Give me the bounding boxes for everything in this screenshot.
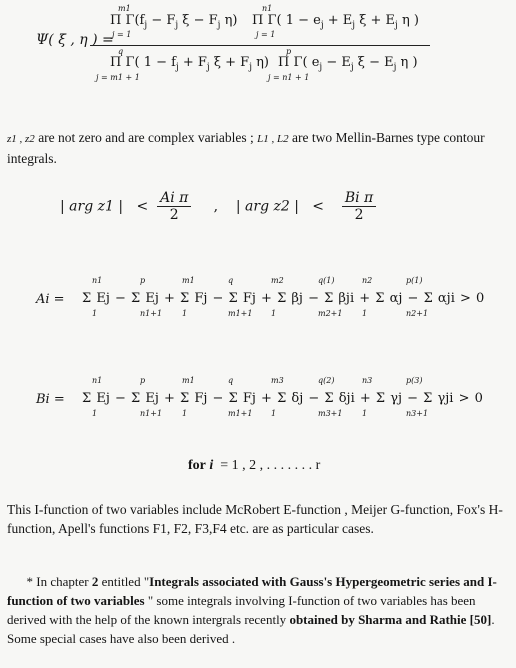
index-jn: j = n1 + 1 [268,73,310,82]
comma: , [213,198,219,215]
arg-z1: | arg z1 | [60,198,124,215]
sum-upper-limit: m1 [182,376,195,385]
for-line: for i = 1 , 2 , . . . . . . . r [188,458,321,473]
psi-lhs: Ψ( ξ , η ) = [36,32,114,48]
paragraph-special-cases: This I-function of two variables include McRobert E-function , Meijer G-function, Fox's H-function, Apell's functions F1, F2, F3,F4 etc. are as particular cases. [7,502,503,536]
index-j1-right: j = 1 [256,30,276,39]
index-n1: n1 [262,4,273,13]
sum-lower-limit: 1 [362,409,368,418]
less-than-2: < [312,198,325,215]
index-q: q [118,47,124,56]
sum-lower-limit: m1+1 [228,409,253,418]
paragraph-chapter-summary: * In chapter 2 entitled "Integrals associated with Gauss's Hypergeometric series and I-function of two variables " some integrals involving I-function of two variables has been derived with the help of the known intergrals recently obtained by Sharma and Rathie [50]. Some special cases have also been derived . [7,574,497,646]
z-variables: z1 , z2 [7,133,35,145]
fraction-b: $\frac{\text{Bi π}}{2}$ [342,190,376,223]
sum-lower-limit: 1 [92,309,98,318]
a-lhs: Ai = [36,292,65,307]
sum-upper-limit: p [140,376,146,385]
index-jm: j = m1 + 1 [96,73,140,82]
numerator-left: Π $\Gamma(f_j - F_j$ $\xi - F_j$ η) [110,13,238,31]
a-body: Σ Ej − Σ Ej + Σ Fj − Σ Fj + Σ βj − Σ βji + Σ αj − Σ αji > 0 [82,291,485,306]
index-m1: m1 [118,4,131,13]
sum-lower-limit: n1+1 [140,409,163,418]
sum-lower-limit: 1 [271,409,277,418]
sum-lower-limit: 1 [92,409,98,418]
sum-upper-limit: m1 [182,276,195,285]
sum-upper-limit: n3 [362,376,373,385]
sum-lower-limit: 1 [182,409,188,418]
sum-upper-limit: n2 [362,276,373,285]
sum-upper-limit: p(3) [406,376,423,385]
sum-upper-limit: m2 [271,276,284,285]
denominator-right: Π Γ( $e_j - E_j$ $\xi - E_j$ η ) [278,55,418,73]
sum-upper-limit: m3 [271,376,284,385]
b-body: Σ Ej − Σ Ej + Σ Fj − Σ Fj + Σ δj − Σ δji + Σ γj − Σ γji > 0 [82,391,483,406]
sum-upper-limit: p [140,276,146,285]
sum-upper-limit: q(1) [318,276,335,285]
sum-upper-limit: n1 [92,376,103,385]
sum-lower-limit: 1 [362,309,368,318]
sum-upper-limit: q [228,376,234,385]
sum-lower-limit: m1+1 [228,309,253,318]
sum-lower-limit: n3+1 [406,409,429,418]
b-lhs: Bi = [36,392,65,407]
paragraph-variables: z1 , z2 are not zero and are complex variables ; L1 , L2 are two Mellin-Barnes type contour integrals. [7,130,485,166]
numerator-right: Π Γ( $1 - e_j + E_j$ $\xi + E_j$ η ) [252,13,419,31]
fraction-a: $\frac{\text{Ai π}}{2}$ [157,190,191,223]
sum-upper-limit: n1 [92,276,103,285]
index-j1-left: j = 1 [112,30,132,39]
sum-lower-limit: 1 [271,309,277,318]
sum-upper-limit: q [228,276,234,285]
sum-lower-limit: m2+1 [318,309,343,318]
sum-upper-limit: p(1) [406,276,423,285]
sum-lower-limit: m3+1 [318,409,343,418]
l-variables: L1 , L2 [257,133,289,145]
arg-condition [60,190,376,223]
fraction-bar [90,45,430,46]
denominator-left: Π Γ( $1 - f_j + F_j$ $\xi + F_j$ η) [110,55,270,73]
index-p: p [286,47,292,56]
sum-upper-limit: q(2) [318,376,335,385]
arg-z2: | arg z2 | [235,198,299,215]
sum-lower-limit: 1 [182,309,188,318]
less-than-1: < [136,198,149,215]
sum-lower-limit: n2+1 [406,309,429,318]
sum-lower-limit: n1+1 [140,309,163,318]
